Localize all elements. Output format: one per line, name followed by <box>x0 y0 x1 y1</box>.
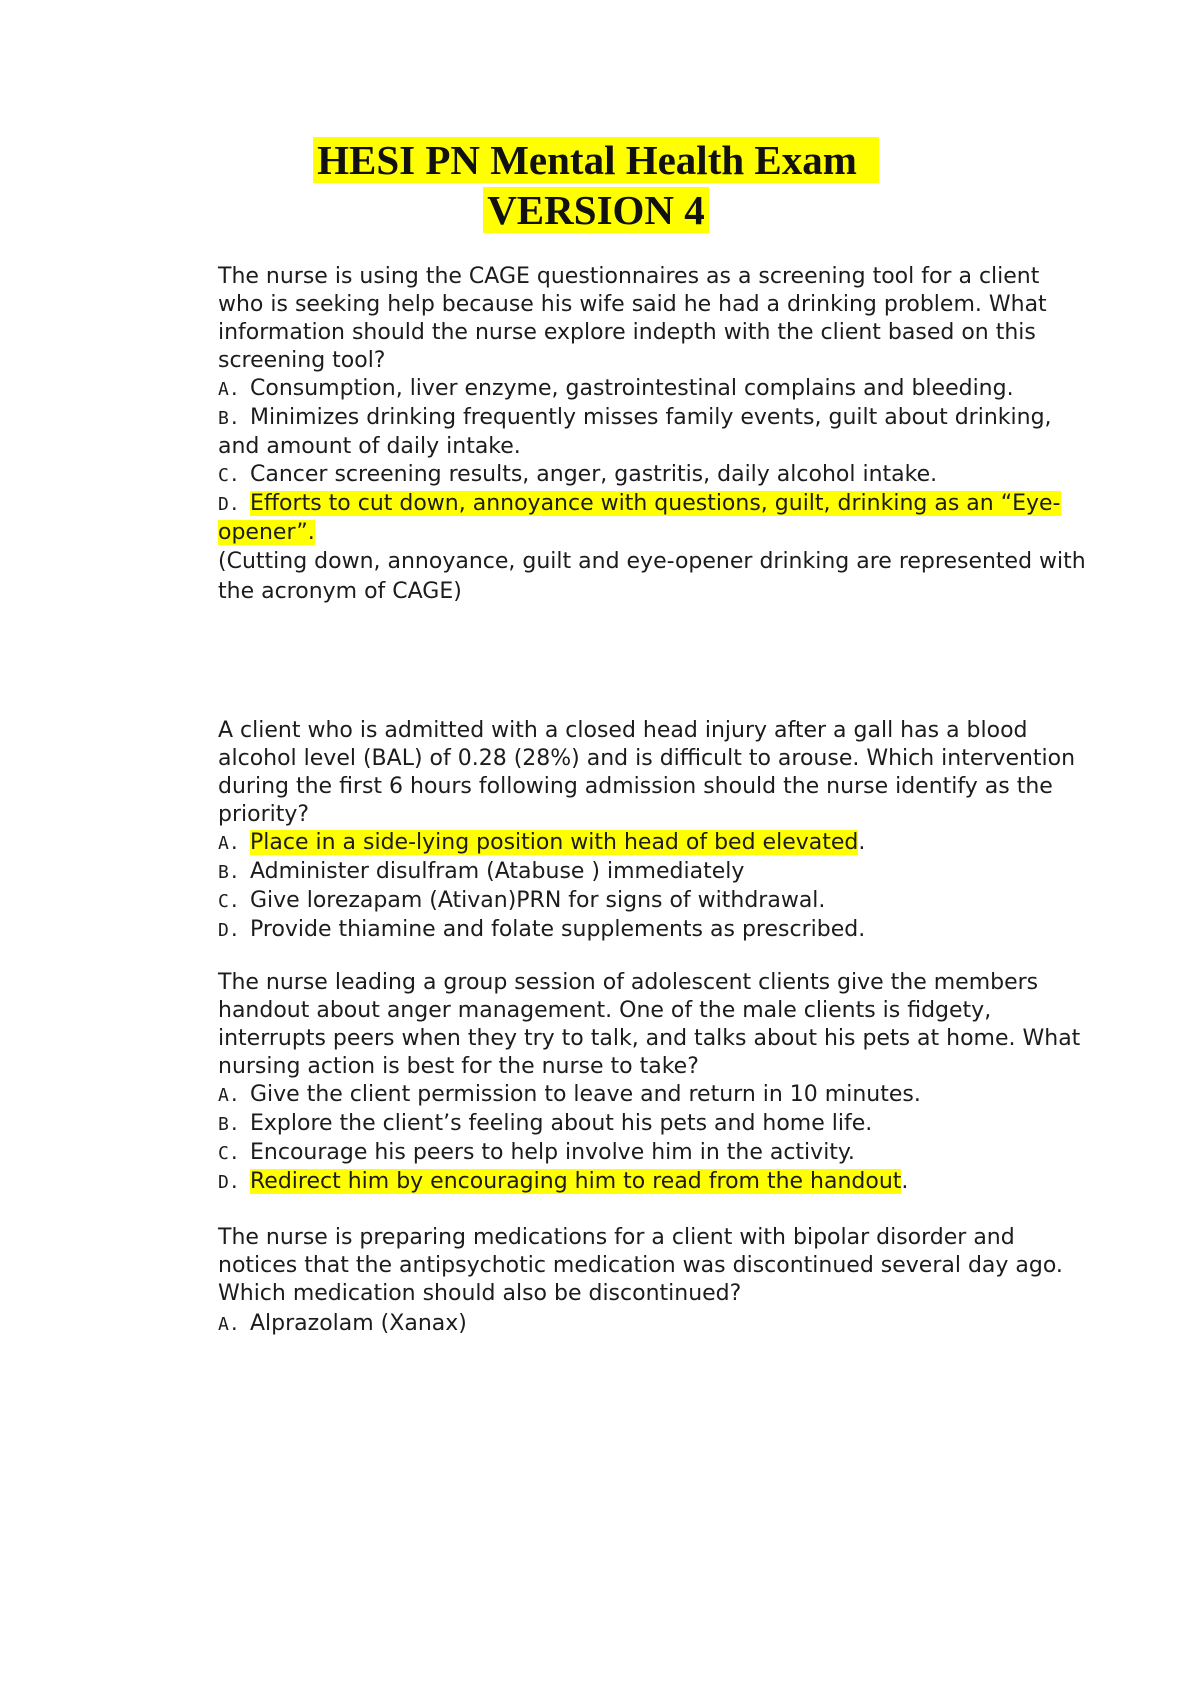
option-letter: A. <box>218 833 240 854</box>
option-d-correct <box>218 490 1088 547</box>
option-letter: C. <box>218 891 240 912</box>
option-a-correct <box>218 829 1088 858</box>
option-text: Cancer screening results, anger, gastritis, daily alcohol intake. <box>250 462 938 487</box>
option-text: Alprazolam (Xanax) <box>250 1311 467 1336</box>
option-text: Minimizes drinking frequently misses family events, guilt about drinking, and amount of daily intake. <box>218 405 1052 459</box>
option-a <box>218 1310 1088 1339</box>
option-trailing-period: . <box>858 830 866 855</box>
option-text-highlighted: Redirect him by encouraging him to read from the handout <box>250 1169 902 1194</box>
option-text: Encourage his peers to help involve him in the activity. <box>250 1140 855 1165</box>
option-letter: A. <box>218 1085 240 1106</box>
option-d-correct <box>218 1168 1088 1197</box>
question-2 <box>218 717 1088 945</box>
title-line-1 <box>0 136 1192 184</box>
option-text: Explore the client’s feeling about his pets and home life. <box>250 1111 873 1136</box>
option-letter: D. <box>218 920 240 941</box>
rationale: (Cutting down, annoyance, guilt and eye-opener drinking are represented with the acronym of CAGE) <box>218 549 1086 604</box>
option-letter: C. <box>218 1143 240 1164</box>
option-letter: D. <box>218 1172 240 1193</box>
option-letter: A. <box>218 1314 240 1335</box>
option-b <box>218 858 1088 887</box>
question-stem: A client who is admitted with a closed head injury after a gall has a blood alcohol level (BAL) of 0.28 (28%) and is difficult to arouse. Which intervention during the first 6 hours following admission should the nurse identify as the priority? <box>218 718 1076 827</box>
title-line-2 <box>0 186 1192 234</box>
option-text-highlighted: Efforts to cut down, annoyance with questions, guilt, drinking as an “Eye-opener”. <box>218 491 1061 545</box>
question-1 <box>218 263 1088 607</box>
option-text: Administer disulfram (Atabuse ) immediately <box>250 859 745 884</box>
option-a <box>218 1081 1088 1110</box>
option-d <box>218 916 1088 945</box>
option-b <box>218 1110 1088 1139</box>
option-text: Give the client permission to leave and return in 10 minutes. <box>250 1082 921 1107</box>
option-letter: B. <box>218 862 240 883</box>
option-text: Consumption, liver enzyme, gastrointestinal complains and bleeding. <box>250 376 1014 401</box>
option-letter: C. <box>218 465 240 486</box>
option-letter: B. <box>218 1114 240 1135</box>
option-c <box>218 461 1088 490</box>
question-stem: The nurse is using the CAGE questionnaires as a screening tool for a client who is seeking help because his wife said he had a drinking problem. What information should the nurse explore indepth with the client based on this screening tool? <box>218 264 1047 373</box>
option-text: Provide thiamine and folate supplements as prescribed. <box>250 917 866 942</box>
question-stem: The nurse is preparing medications for a client with bipolar disorder and notices that the antipsychotic medication was discontinued several day ago. Which medication should also be discontinued? <box>218 1225 1063 1306</box>
title-highlight-2: VERSION 4 <box>483 187 709 233</box>
option-b <box>218 404 1088 461</box>
option-text: Give lorezapam (Ativan)PRN for signs of withdrawal. <box>250 888 826 913</box>
option-letter: B. <box>218 408 240 429</box>
question-3 <box>218 969 1088 1197</box>
option-a <box>218 375 1088 404</box>
option-c <box>218 1139 1088 1168</box>
title-highlight-1: HESI PN Mental Health Exam <box>313 137 879 183</box>
option-c <box>218 887 1088 916</box>
question-stem: The nurse leading a group session of adolescent clients give the members handout about anger management. One of the male clients is fidgety, interrupts peers when they try to talk, and talks about his pets at home. What nursing action is best for the nurse to take? <box>218 970 1081 1079</box>
option-letter: A. <box>218 379 240 400</box>
option-letter: D. <box>218 494 240 515</box>
option-trailing-period: . <box>901 1169 909 1194</box>
option-text-highlighted: Place in a side-lying position with head of bed elevated <box>250 830 859 855</box>
question-4 <box>218 1224 1088 1339</box>
